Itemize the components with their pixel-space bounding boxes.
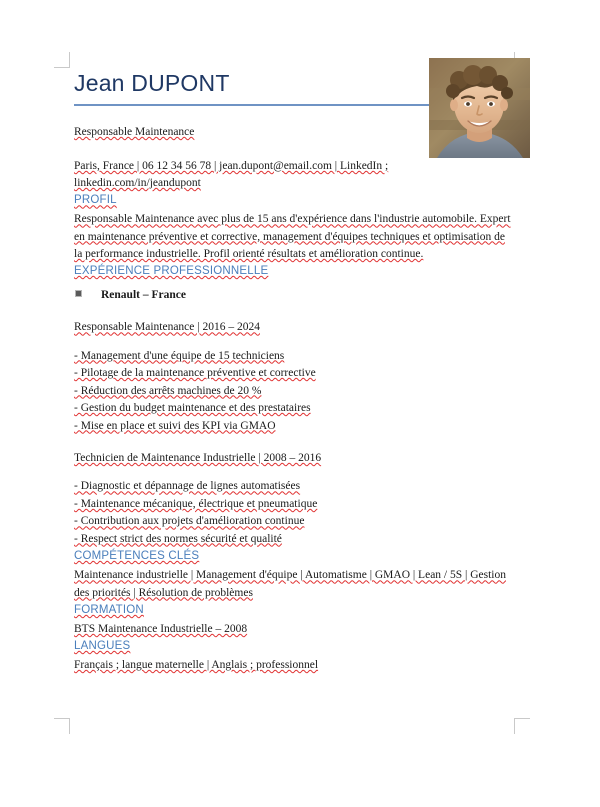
formation-paragraph: BTS Maintenance Industrielle – 2008 xyxy=(74,622,248,635)
formation-text xyxy=(74,621,514,638)
langues-paragraph: Français ; langue maternelle | Anglais ; professionnel xyxy=(74,659,319,672)
list-item: - Management d'une équipe de 15 techniciens xyxy=(74,349,285,362)
margin-corner-bottom-left xyxy=(54,718,70,734)
list-item: - Maintenance mécanique, électrique et pneumatique xyxy=(74,497,318,510)
list-item: - Diagnostic et dépannage de lignes automatisées xyxy=(74,480,301,493)
margin-corner-top-left xyxy=(54,52,70,68)
experience-company-row xyxy=(74,287,514,304)
list-item: - Mise en place et suivi des KPI via GMAO xyxy=(74,419,276,432)
experience-company: Renault – France xyxy=(101,289,186,302)
list-item: - Pilotage de la maintenance préventive et corrective xyxy=(74,367,316,380)
job-title xyxy=(74,124,514,141)
role-title-text-0: Responsable Maintenance | 2016 – 2024 xyxy=(74,321,260,334)
page-title: Jean DUPONT xyxy=(74,70,230,96)
section-heading-competences: COMPÉTENCES CLÉS xyxy=(74,550,200,563)
experience-bullets-1 xyxy=(74,478,514,548)
section-heading-experience: EXPÉRIENCE PROFESSIONNELLE xyxy=(74,265,269,278)
list-item: - Contribution aux projets d'amélioration continue xyxy=(74,515,305,528)
title-rule xyxy=(74,104,429,106)
job-title-text: Responsable Maintenance xyxy=(74,126,195,139)
profil-paragraph: Responsable Maintenance avec plus de 15 ans d'expérience dans l'industrie automobile. Expert en maintenance préventive et corrective, management d'équipes techniques et optimisation de la performance industrielle. Profil orienté résultats et amélioration continue. xyxy=(74,213,511,260)
section-heading-profil: PROFIL xyxy=(74,194,117,207)
resume-content xyxy=(74,70,514,674)
contact-text: Paris, France | 06 12 34 56 78 | jean.dupont@email.com | LinkedIn ; linkedin.com/in/jeandupont xyxy=(74,159,389,190)
list-item: - Respect strict des normes sécurité et qualité xyxy=(74,532,282,545)
list-item: - Gestion du budget maintenance et des prestataires xyxy=(74,402,311,415)
competences-text xyxy=(74,567,514,602)
list-item: - Réduction des arrêts machines de 20 % xyxy=(74,384,262,397)
experience-role-title-0 xyxy=(74,319,514,336)
square-bullet-icon xyxy=(75,290,82,297)
experience-role-title-1 xyxy=(74,450,514,467)
margin-corner-bottom-right xyxy=(514,718,530,734)
langues-text xyxy=(74,657,514,674)
section-heading-formation: FORMATION xyxy=(74,603,144,616)
profil-text xyxy=(74,211,514,263)
role-title-text-1: Technicien de Maintenance Industrielle | 2008 – 2016 xyxy=(74,452,322,465)
section-heading-langues: LANGUES xyxy=(74,640,131,653)
contact-line xyxy=(74,158,404,193)
competences-paragraph: Maintenance industrielle | Management d'équipe | Automatisme | GMAO | Lean / 5S | Gestion des priorités | Résolution de problèmes xyxy=(74,569,506,599)
experience-bullets-0 xyxy=(74,348,514,435)
